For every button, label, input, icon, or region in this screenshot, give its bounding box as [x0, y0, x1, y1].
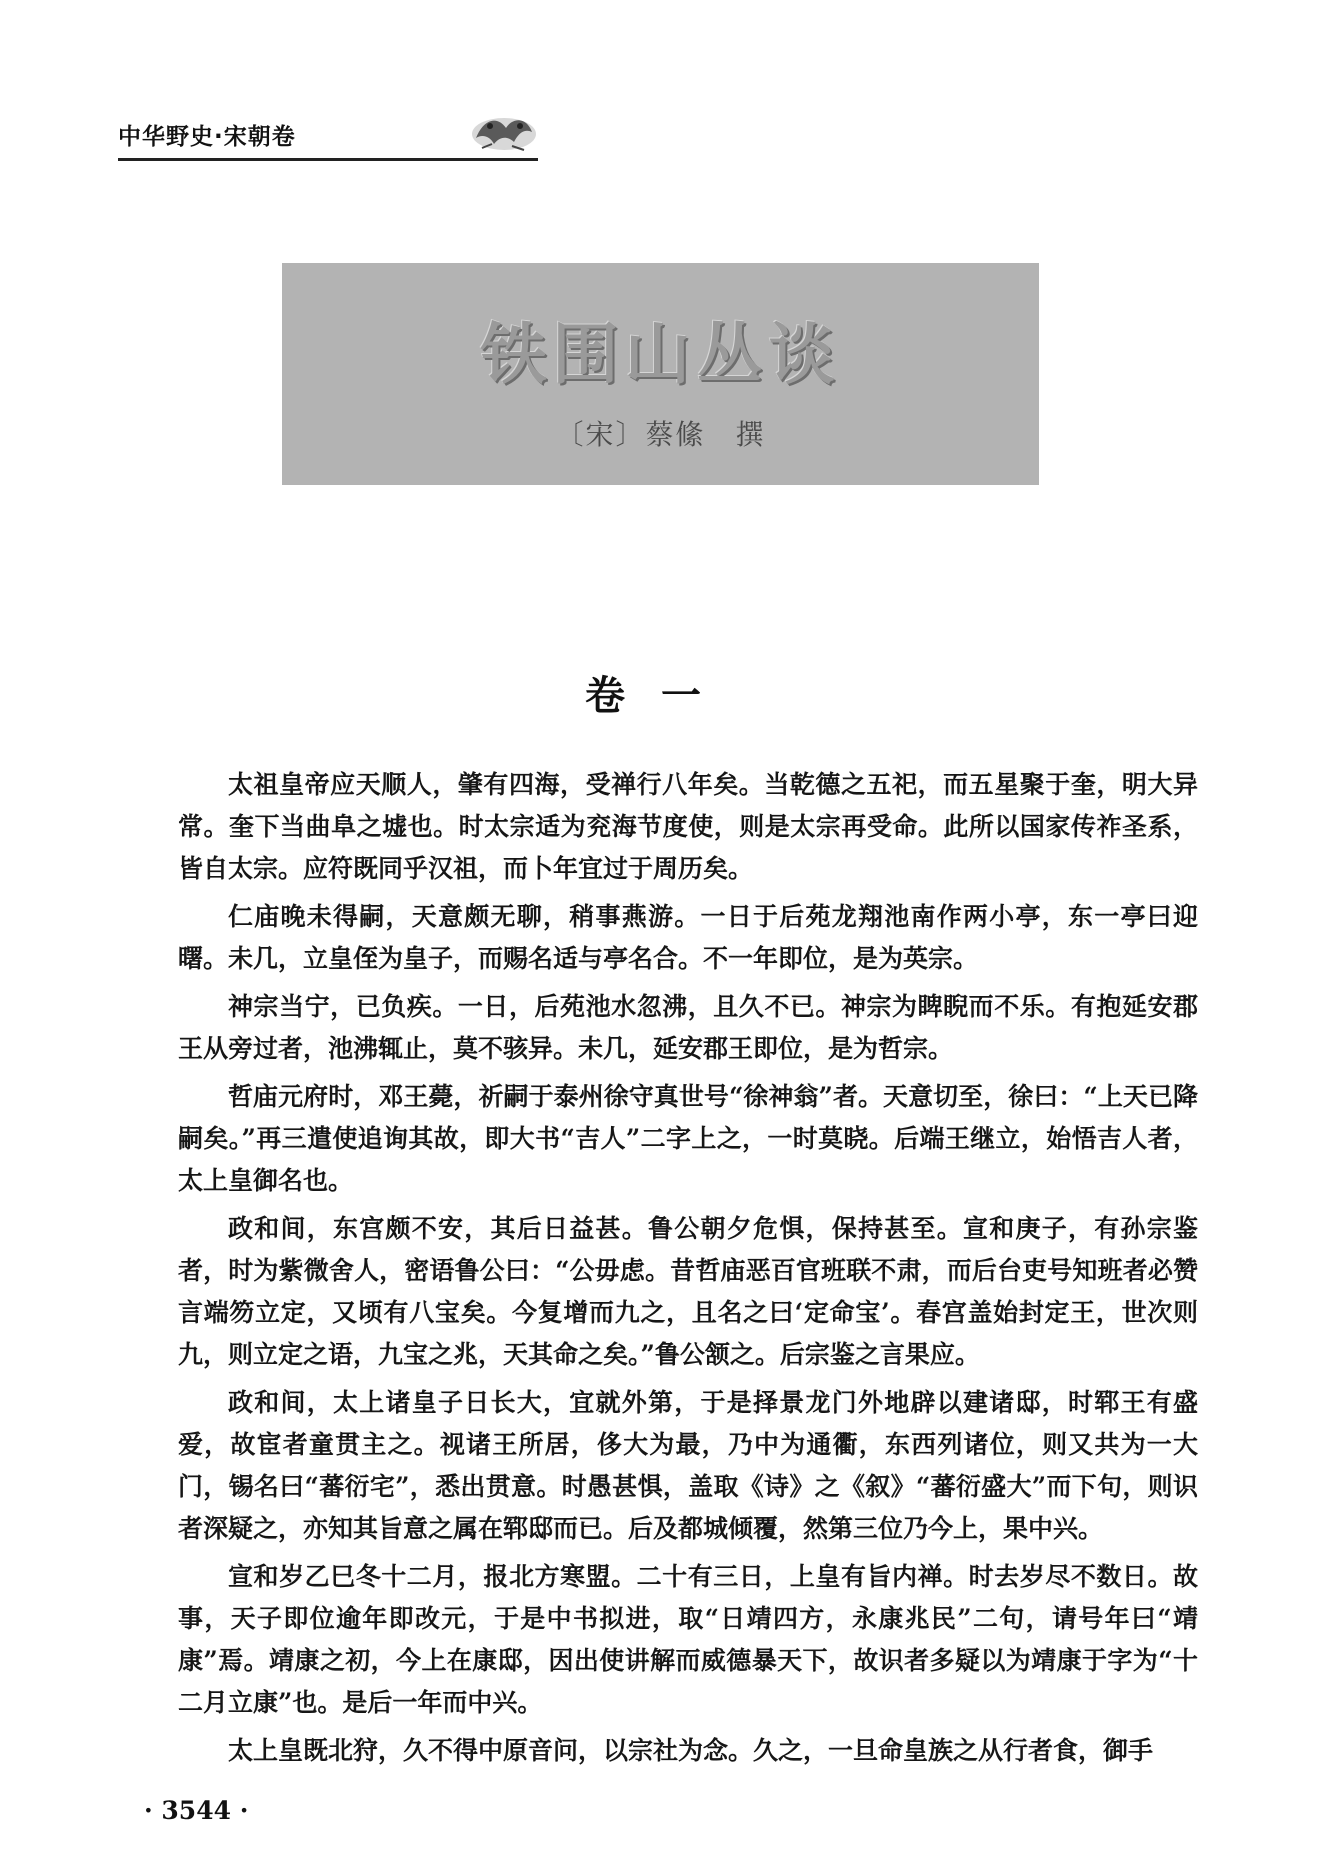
running-title: 中华野史·宋朝卷 [118, 124, 296, 150]
page-number: · 3544 · [144, 1796, 249, 1825]
paragraph: 神宗当宁，已负疾。一日，后苑池水忽沸，且久不已。神宗为睥睨而不乐。有抱延安郡王从旁过者，池沸辄止，莫不骇异。未几，延安郡王即位，是为哲宗。 [178, 992, 1198, 1063]
author-byline: 〔宋〕蔡絛 撰 [555, 418, 766, 451]
paragraph: 仁庙晚未得嗣，天意颇无聊，稍事燕游。一日于后苑龙翔池南作两小亭，东一亭曰迎曙。未几，立皇侄为皇子，而赐名适与亭名合。不一年即位，是为英宗。 [178, 902, 1198, 973]
paragraph: 太祖皇帝应天顺人，肇有四海，受禅行八年矣。当乾德之五祀，而五星聚于奎，明大异常。奎下当曲阜之墟也。时太宗适为兖海节度使，则是太宗再受命。此所以国家传祚圣系，皆自太宗。应符既同乎汉祖，而卜年宜过于周历矣。 [178, 770, 1198, 883]
title-block [282, 263, 1039, 485]
dragon-emblem-icon [462, 104, 546, 160]
paragraph: 太上皇既北狩，久不得中原音问，以宗社为念。久之，一旦命皇族之从行者食，御手 [228, 1736, 1154, 1765]
paragraph: 政和间，太上诸皇子日长大，宜就外第，于是择景龙门外地辟以建诸邸，时郓王有盛爱，故宦者童贯主之。视诸王所居，侈大为最，乃中为通衢，东西列诸位，则又共为一大门，锡名曰“蕃衍宅”，悉出贯意。时愚甚惧，盖取《诗》之《叙》“蕃衍盛大”而下句，则识者深疑之，亦知其旨意之属在郓邸而已。后及都城倾覆，然第三位乃今上，果中兴。 [178, 1388, 1198, 1543]
book-title: 铁围山丛谈 [480, 316, 841, 393]
paragraph: 政和间，东宫颇不安，其后日益甚。鲁公朝夕危惧，保持甚至。宣和庚子，有孙宗鉴者，时为紫微舍人，密语鲁公曰：“公毋虑。昔哲庙恶百官班联不肃，而后台吏号知班者必赞言端笏立定，又顷有八宝矣。今复增而九之，且名之曰‘定命宝’。春宫盖始封定王，世次则九，则立定之语，九宝之兆，天其命之矣。”鲁公颔之。后宗鉴之言果应。 [178, 1214, 1198, 1369]
body-text [178, 764, 1198, 1778]
chapter-heading: 卷一 [585, 673, 737, 719]
paragraph: 宣和岁乙巳冬十二月，报北方寒盟。二十有三日，上皇有旨内禅。时去岁尽不数日。故事，天子即位逾年即改元，于是中书拟进，取“日靖四方，永康兆民”二句，请号年曰“靖康”焉。靖康之初，今上在康邸，因出使讲解而威德暴天下，故识者多疑以为靖康于字为“十二月立康”也。是后一年而中兴。 [178, 1562, 1198, 1717]
paragraph: 哲庙元府时，邓王薨，祈嗣于泰州徐守真世号“徐神翁”者。天意切至，徐曰：“上天已降嗣矣。”再三遣使追询其故，即大书“吉人”二字上之，一时莫晓。后端王继立，始悟吉人者，太上皇御名也。 [178, 1082, 1198, 1195]
